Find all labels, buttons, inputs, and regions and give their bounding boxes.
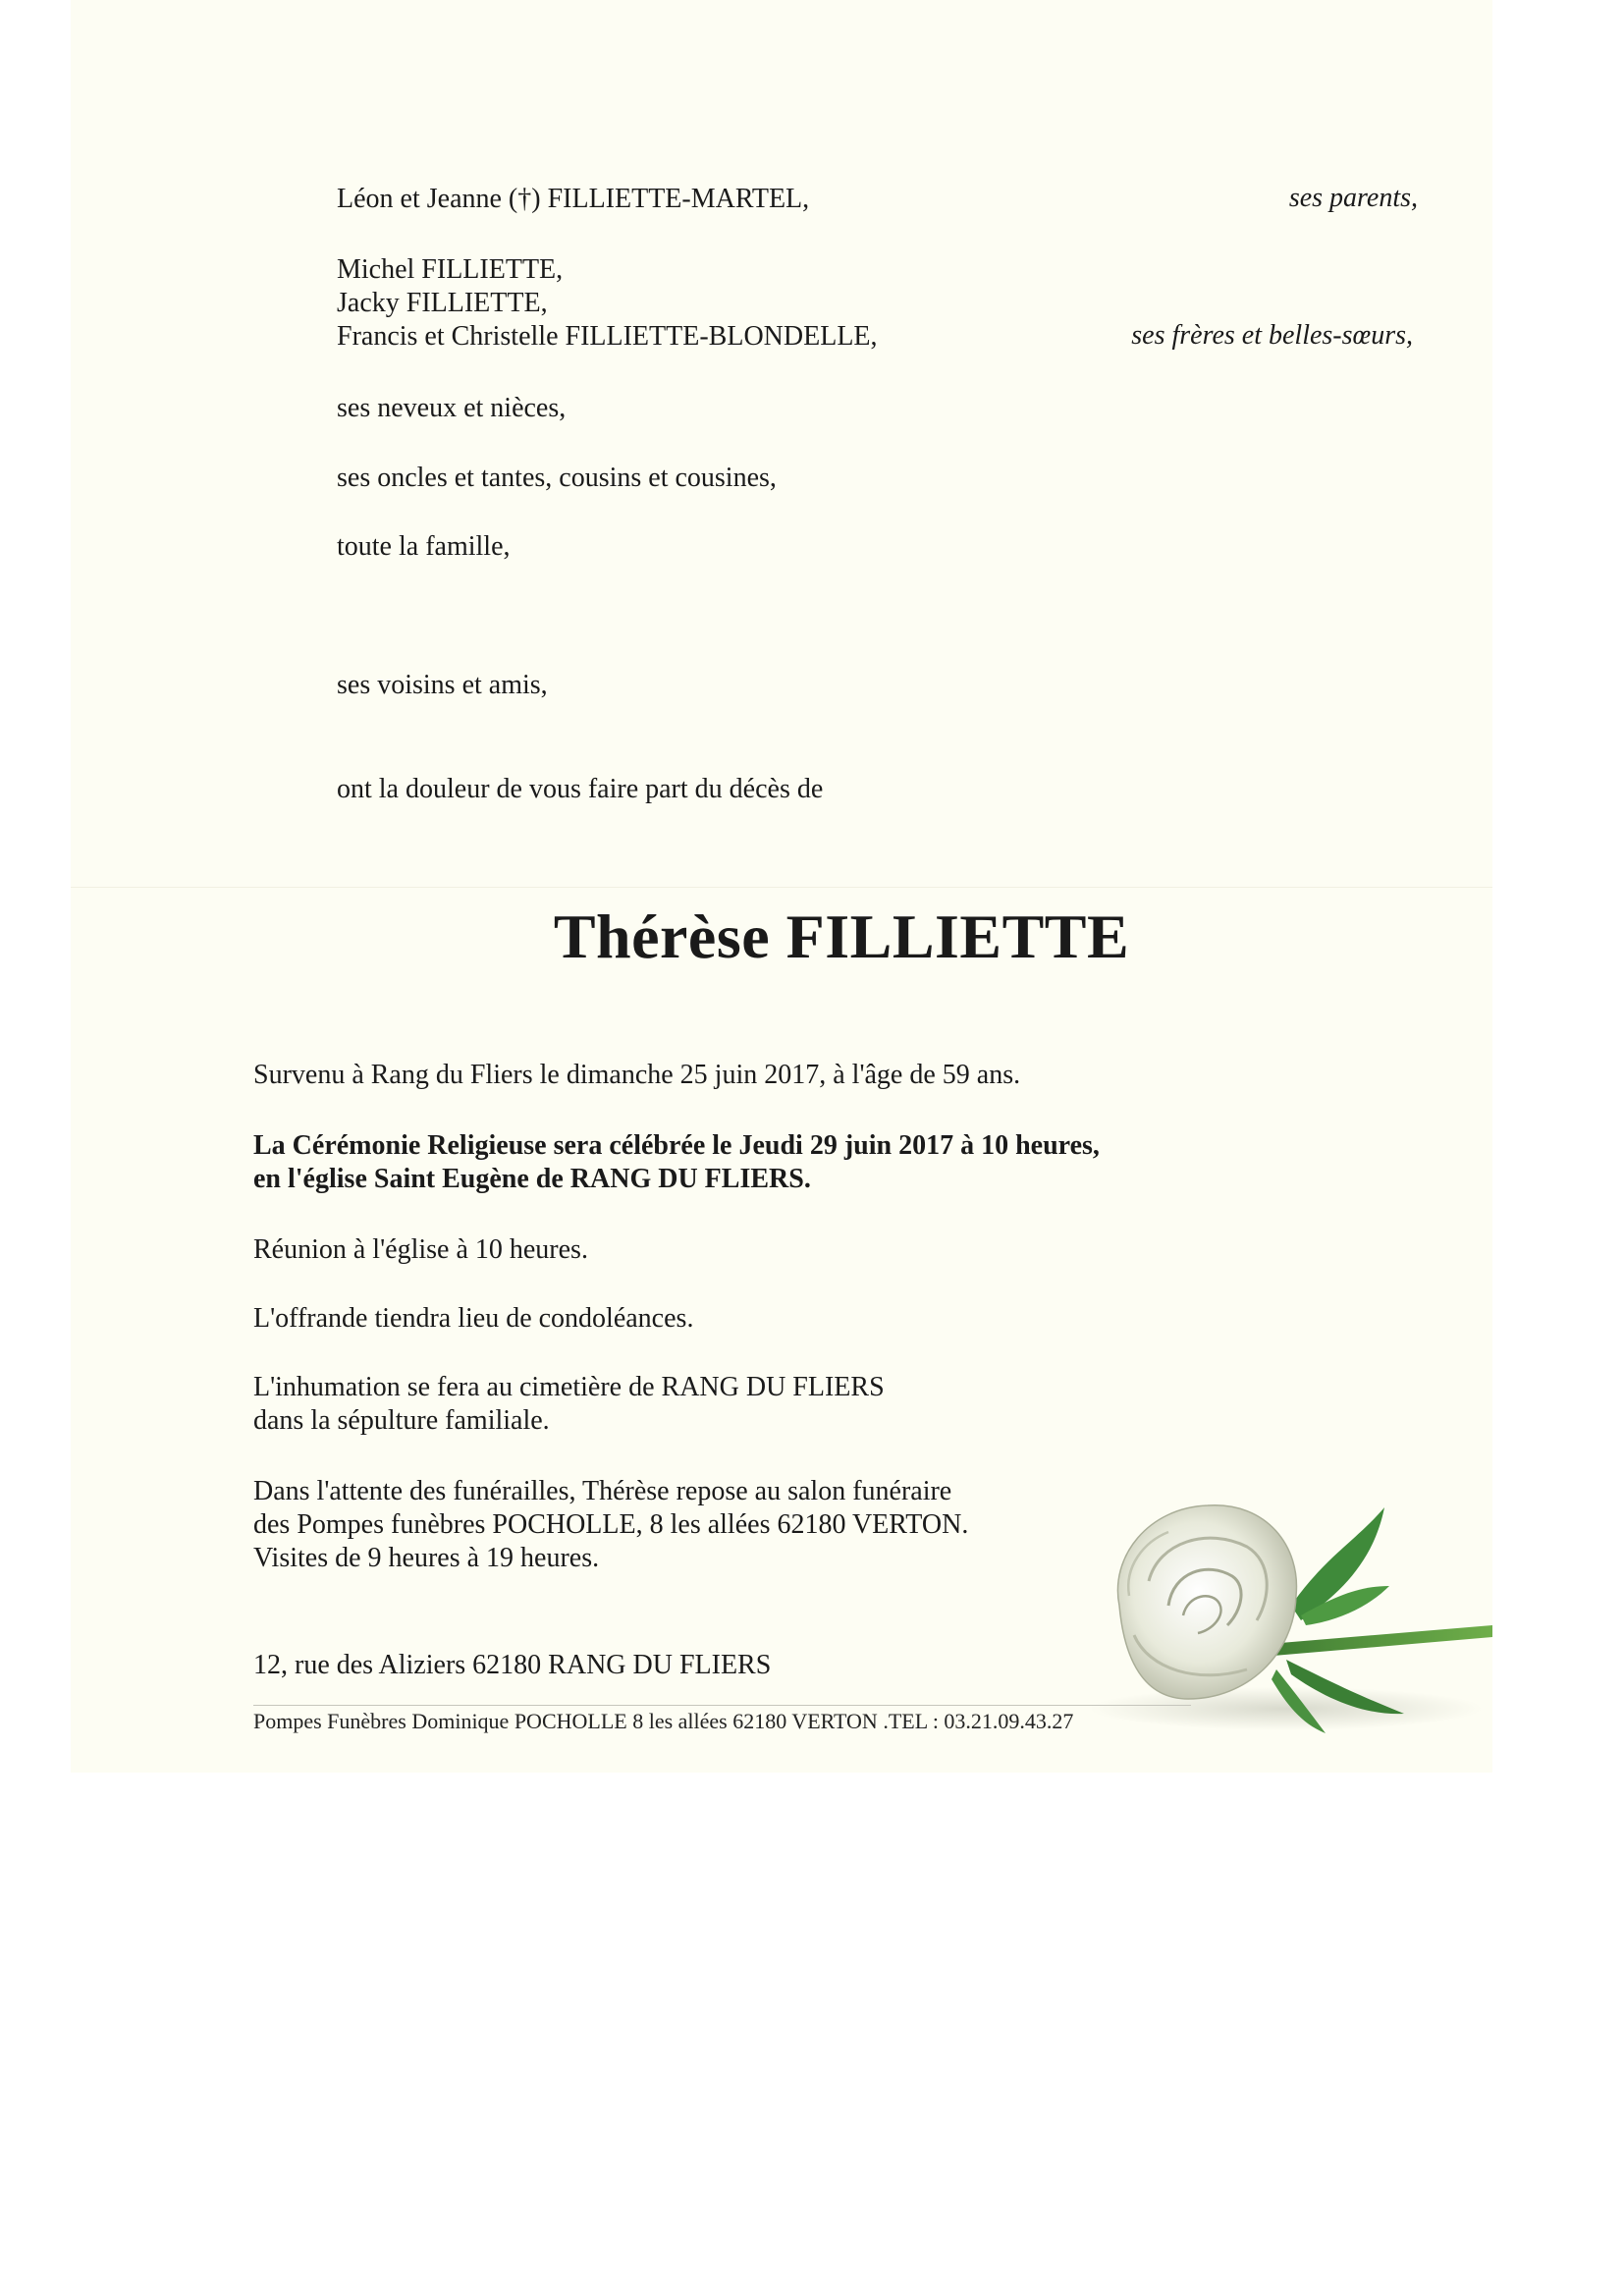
ceremony-line-2: en l'église Saint Eugène de RANG DU FLIERS.: [253, 1164, 811, 1194]
meeting-line: Réunion à l'église à 10 heures.: [253, 1234, 588, 1265]
card-fold: [71, 887, 1492, 888]
footer-rule: [253, 1705, 1191, 1706]
siblings-role: ses frères et belles-sœurs,: [1131, 320, 1413, 351]
sibling-3: Francis et Christelle FILLIETTE-BLONDELLE,: [337, 321, 878, 352]
sibling-1: Michel FILLIETTE,: [337, 254, 564, 285]
address-line: 12, rue des Aliziers 62180 RANG DU FLIERS: [253, 1650, 772, 1680]
parents-role: ses parents,: [1288, 183, 1418, 213]
parents-line: Léon et Jeanne (†) FILLIETTE-MARTEL,: [337, 184, 810, 214]
rest-line-2: des Pompes funèbres POCHOLLE, 8 les allées 62180 VERTON.: [253, 1509, 969, 1540]
uncles-line: ses oncles et tantes, cousins et cousines,: [337, 463, 777, 493]
deceased-name: Thérèse FILLIETTE: [553, 902, 1130, 971]
ceremony-line-1: La Cérémonie Religieuse sera célébrée le Jeudi 29 juin 2017 à 10 heures,: [253, 1130, 1100, 1161]
neighbours-line: ses voisins et amis,: [337, 670, 548, 700]
family-line: toute la famille,: [337, 531, 511, 562]
offering-line: L'offrande tiendra lieu de condoléances.: [253, 1303, 694, 1334]
death-line: Survenu à Rang du Fliers le dimanche 25 juin 2017, à l'âge de 59 ans.: [253, 1060, 1021, 1090]
burial-line-2: dans la sépulture familiale.: [253, 1405, 550, 1436]
burial-line-1: L'inhumation se fera au cimetière de RANG DU FLIERS: [253, 1372, 885, 1402]
sibling-2: Jacky FILLIETTE,: [337, 288, 548, 318]
rest-line-3: Visites de 9 heures à 19 heures.: [253, 1543, 600, 1573]
nephews-line: ses neveux et nièces,: [337, 393, 567, 423]
announcement-line: ont la douleur de vous faire part du décès de: [337, 774, 824, 804]
funeral-home-footer: Pompes Funèbres Dominique POCHOLLE 8 les allées 62180 VERTON .TEL : 03.21.09.43.27: [253, 1709, 1074, 1733]
rest-line-1: Dans l'attente des funérailles, Thérèse repose au salon funéraire: [253, 1476, 952, 1506]
